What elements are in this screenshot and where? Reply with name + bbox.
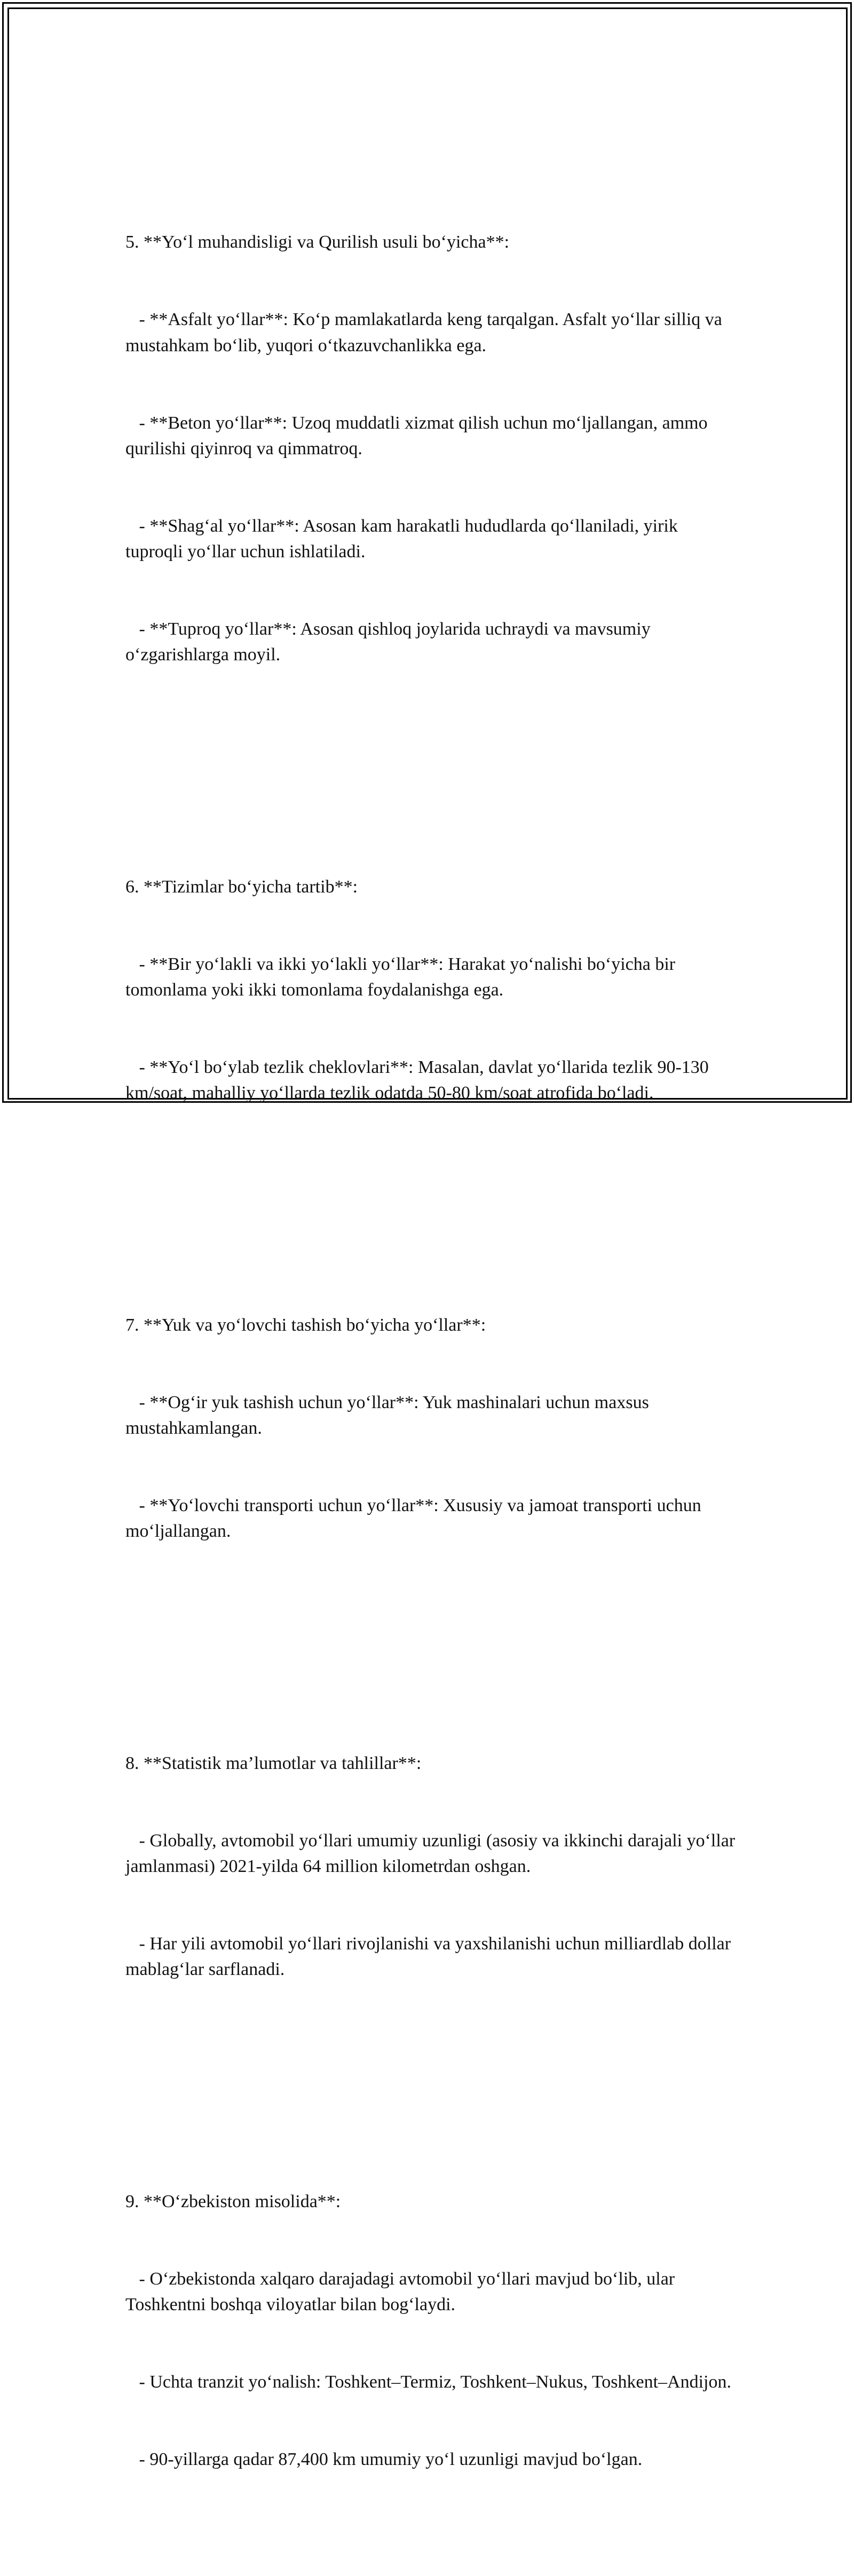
section-heading: 5. **Yo‘l muhandisligi va Qurilish usuli bo‘yicha**: — [125, 232, 510, 252]
section-8 — [125, 1699, 739, 2034]
list-item: - **Shag‘al yo‘llar**: Asosan kam harakatli hududlarda qo‘llaniladi, yirik tuproqli yo‘llar uchun ishlatiladi. — [125, 516, 683, 562]
list-item: - O‘zbekistonda xalqaro darajadagi avtomobil yo‘llari mavjud bo‘lib, ular Toshkentni boshqa viloyatlar bilan bog‘laydi. — [125, 2269, 679, 2315]
list-item: - Globally, avtomobil yo‘llari umumiy uzunligi (asosiy va ikkinchi darajali yo‘llar jamlanmasi) 2021-yilda 64 million kilometrdan oshgan. — [125, 1830, 740, 1877]
document-body — [125, 101, 739, 2576]
section-heading: 7. **Yuk va yo‘lovchi tashish bo‘yicha yo‘llar**: — [125, 1315, 486, 1335]
section-6 — [125, 823, 739, 1158]
list-item: - **Yo‘lovchi transporti uchun yo‘llar**: Xususiy va jamoat transporti uchun mo‘ljallangan. — [125, 1496, 706, 1542]
section-7 — [125, 1261, 739, 1596]
section-9 — [125, 2137, 739, 2524]
list-item: - **Beton yo‘llar**: Uzoq muddatli xizmat qilish uchun mo‘ljallangan, ammo qurilishi qiyinroq va qimmatroq. — [125, 413, 713, 459]
section-heading: 8. **Statistik ma’lumotlar va tahlillar**: — [125, 1753, 422, 1773]
section-heading: 9. **O‘zbekiston misolida**: — [125, 2192, 341, 2212]
list-item: - **Tuproq yo‘llar**: Asosan qishloq joylarida uchraydi va mavsumiy o‘zgarishlarga moyil. — [125, 619, 655, 665]
section-5 — [125, 178, 739, 720]
list-item: - **Og‘ir yuk tashish uchun yo‘llar**: Yuk mashinalari uchun maxsus mustahkamlangan. — [125, 1392, 654, 1439]
section-heading: 6. **Tizimlar bo‘yicha tartib**: — [125, 876, 358, 897]
list-item: - 90-yillarga qadar 87,400 km umumiy yo‘l uzunligi mavjud bo‘lgan. — [125, 2449, 643, 2470]
list-item: - Har yili avtomobil yo‘llari rivojlanishi va yaxshilanishi uchun milliardlab dollar mablag‘lar sarflanadi. — [125, 1934, 736, 1980]
list-item: - **Bir yo‘lakli va ikki yo‘lakli yo‘llar**: Harakat yo‘nalishi bo‘yicha bir tomonlama yoki ikki tomonlama foydalanishga ega. — [125, 954, 680, 1000]
list-item: - Uchta tranzit yo‘nalish: Toshkent–Termiz, Toshkent–Nukus, Toshkent–Andijon. — [125, 2372, 731, 2392]
list-item: - **Yo‘l bo‘ylab tezlik cheklovlari**: Masalan, davlat yo‘llarida tezlik 90-130 km/soat, mahalliy yo‘llarda tezlik odatda 50-80 km/soat atrofida bo‘ladi. — [125, 1057, 714, 1103]
list-item: - **Asfalt yo‘llar**: Ko‘p mamlakatlarda keng tarqalgan. Asfalt yo‘llar silliq va mustahkam bo‘lib, yuqori o‘tkazuvchanlikka ega. — [125, 310, 727, 355]
